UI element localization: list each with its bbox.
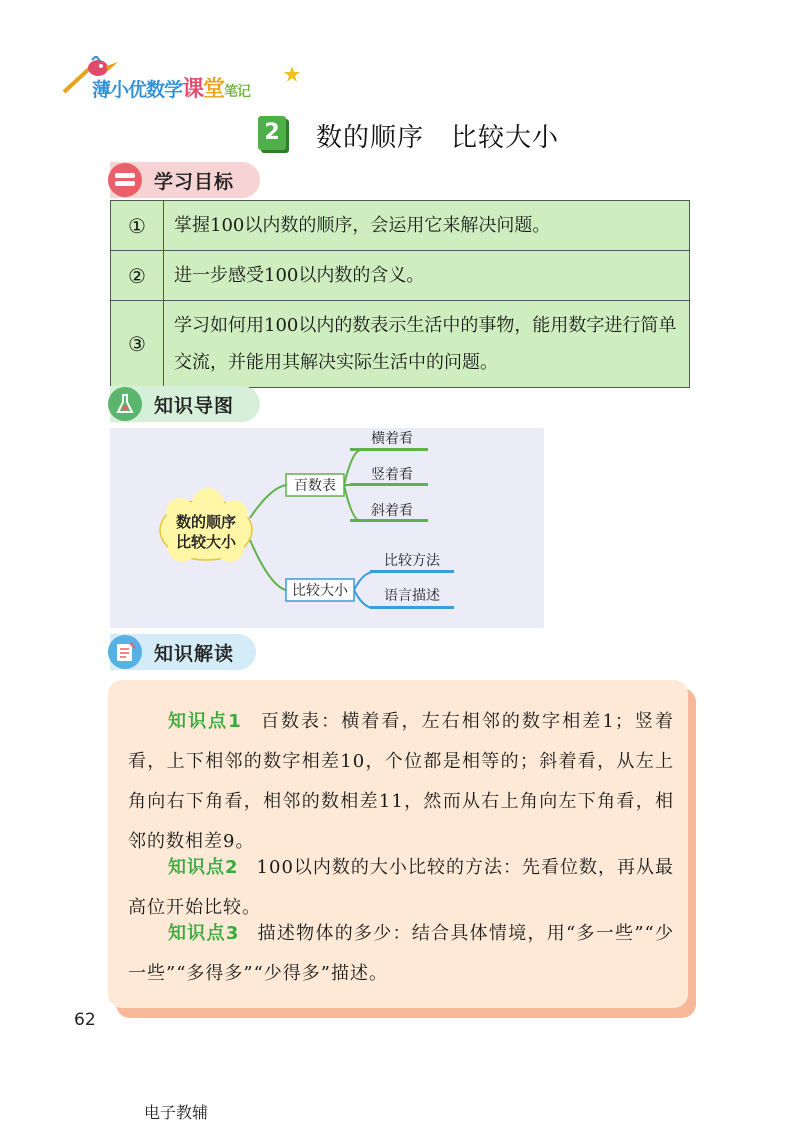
section-heading-reading (110, 634, 256, 670)
leaf-underline (370, 606, 454, 609)
leaf-label: 斜着看 (371, 503, 413, 519)
connector-line (250, 485, 286, 518)
logo-text-tang: 堂 (203, 77, 225, 102)
section-heading-goals-label: 学习目标 (154, 170, 235, 193)
lesson-number: 2 (258, 116, 286, 150)
logo-text-main: 薄小优数学 (92, 79, 183, 101)
goal-text: 学习如何用100以内的数表示生活中的事物，能用数字进行简单交流，并能用其解决实际生活中的问题。 (164, 301, 690, 388)
section-heading-reading-label: 知识解读 (154, 642, 235, 665)
goal-text: 进一步感受100以内数的含义。 (164, 251, 690, 301)
mind-map (110, 428, 544, 628)
branch-label: 百数表 (294, 478, 336, 494)
flask-icon (108, 387, 142, 421)
notebook-icon (108, 635, 142, 669)
goals-table (110, 200, 690, 388)
goal-text: 掌握100以内数的顺序，会运用它来解决问题。 (164, 201, 690, 251)
leaf-underline (350, 483, 428, 486)
lesson-title: 数的顺序 比较大小 (316, 123, 560, 153)
goal-number: ① (111, 201, 164, 251)
goal-number: ② (111, 251, 164, 301)
center-label-line2: 比较大小 (175, 533, 237, 551)
knowledge-point-label: 知识点3 (168, 923, 240, 944)
leaf-label: 比较方法 (384, 553, 440, 569)
section-heading-map (110, 386, 260, 422)
leaf-label: 横着看 (371, 431, 413, 447)
logo-text-notes: 笔记 (224, 84, 251, 100)
leaf-underline (350, 519, 428, 522)
knowledge-point-text: 100以内数的大小比较的方法：先看位数，再从最高位开始比较。 (128, 857, 674, 918)
section-heading-map-label: 知识导图 (154, 394, 235, 417)
logo-text-ke: 课 (182, 77, 204, 102)
center-label-line1: 数的顺序 (175, 513, 237, 531)
knowledge-point-text: 描述物体的多少：结合具体情境，用“多一些”“少一些”“多得多”“少得多”描述。 (128, 923, 674, 984)
knowledge-point (128, 702, 674, 862)
leaf-label: 语言描述 (384, 588, 440, 604)
book-logo (62, 56, 302, 102)
footer-text: 电子教辅 (144, 1103, 209, 1122)
star-icon (284, 66, 300, 82)
knowledge-point-text: 百数表：横着看，左右相邻的数字相差1；竖着看，上下相邻的数字相差10，个位都是相等的；斜着看，从左上角向右下角看，相邻的数相差11，然而从右上角向左下角看，相邻的数相差9。 (128, 711, 674, 852)
section-heading-goals (110, 162, 260, 198)
leaf-label: 竖着看 (371, 467, 413, 483)
knowledge-point-label: 知识点1 (168, 711, 242, 732)
knowledge-point-label: 知识点2 (168, 857, 239, 878)
connector-line (250, 540, 286, 590)
table-row (111, 251, 690, 301)
branch-label: 比较大小 (292, 583, 348, 599)
table-row (111, 201, 690, 251)
leaf-underline (370, 570, 454, 573)
goal-icon (108, 163, 142, 197)
knowledge-point (128, 914, 674, 994)
table-row (111, 301, 690, 388)
leaf-underline (350, 448, 428, 451)
goal-number: ③ (111, 301, 164, 388)
page-number: 62 (74, 1010, 96, 1030)
